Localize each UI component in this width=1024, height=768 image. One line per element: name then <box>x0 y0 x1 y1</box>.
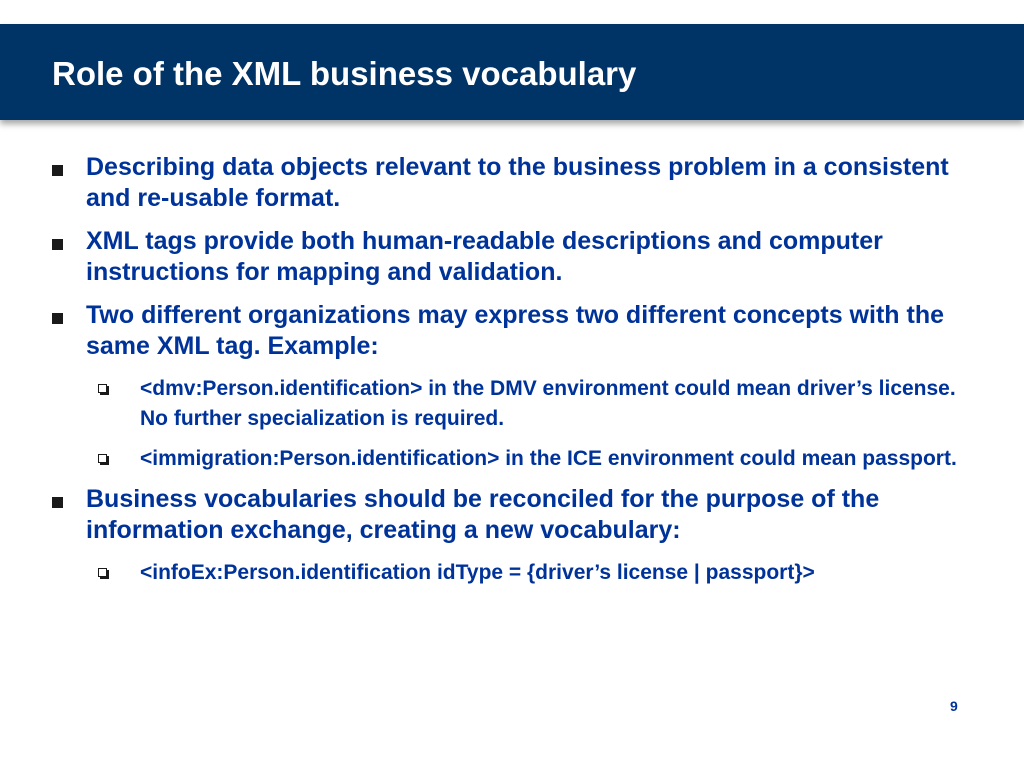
square-bullet-icon <box>52 239 63 250</box>
square-bullet-icon <box>52 497 63 508</box>
square-bullet-icon <box>52 165 63 176</box>
checkbox-bullet-icon <box>98 454 107 463</box>
bullet-text: Two different organizations may express two different concepts with the same XML tag. Example: <box>86 301 944 360</box>
bullet-item <box>50 152 970 214</box>
bullet-item <box>50 300 970 362</box>
slide-title: Role of the XML business vocabulary <box>52 55 637 92</box>
sub-bullet-item <box>50 558 970 588</box>
sub-bullet-text: <immigration:Person.identification> in the ICE environment could mean passport. <box>140 447 957 470</box>
sub-bullet-item <box>50 374 970 434</box>
bullet-item <box>50 226 970 288</box>
bullet-text: XML tags provide both human-readable descriptions and computer instructions for mapping and validation. <box>86 227 883 286</box>
bullet-list <box>50 152 970 598</box>
bullet-text: Business vocabularies should be reconciled for the purpose of the information exchange, creating a new vocabulary: <box>86 485 880 544</box>
sub-bullet-text: <infoEx:Person.identification idType = {driver’s license | passport}> <box>140 561 815 584</box>
square-bullet-icon <box>52 313 63 324</box>
checkbox-bullet-icon <box>98 568 107 577</box>
page-number: 9 <box>950 698 958 714</box>
bullet-item <box>50 484 970 546</box>
bullet-text: Describing data objects relevant to the business problem in a consistent and re-usable format. <box>86 153 949 212</box>
sub-bullet-text: <dmv:Person.identification> in the DMV environment could mean driver’s license. No further specialization is required. <box>140 377 956 430</box>
sub-bullet-item <box>50 444 970 474</box>
checkbox-bullet-icon <box>98 384 107 393</box>
